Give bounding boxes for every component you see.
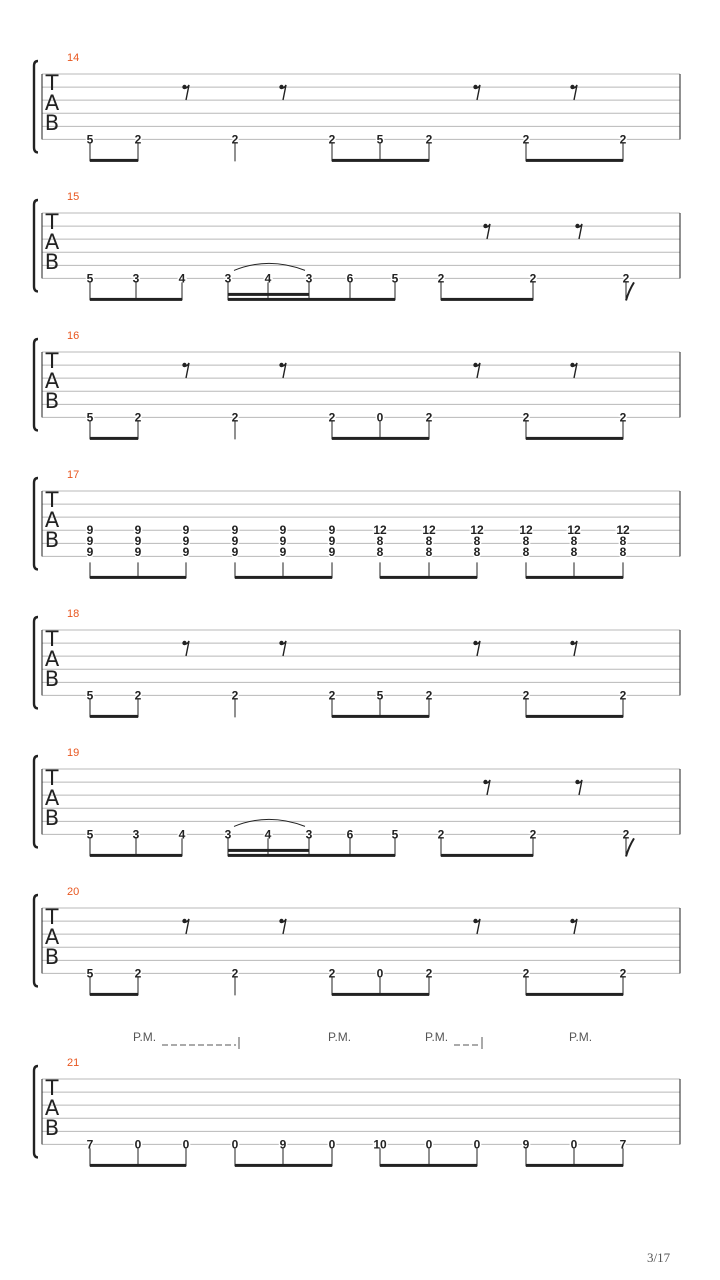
tab-clef-letter: T bbox=[45, 627, 59, 651]
fret-number: 12 bbox=[616, 523, 630, 538]
fret-number: 2 bbox=[522, 132, 530, 147]
tab-clef-letter: B bbox=[44, 250, 60, 274]
beam bbox=[235, 1164, 332, 1167]
fret-number: 2 bbox=[328, 688, 336, 703]
tie-arc bbox=[234, 263, 305, 270]
fret-number: 8 bbox=[522, 545, 530, 560]
tab-clef-letter: B bbox=[44, 667, 60, 691]
fret-number: 0 bbox=[134, 1137, 142, 1152]
fret-number: 5 bbox=[391, 271, 399, 286]
fret-number: 2 bbox=[328, 966, 336, 981]
beam bbox=[526, 437, 623, 440]
fret-number: 0 bbox=[376, 966, 384, 981]
fret-number: 9 bbox=[279, 534, 287, 549]
fret-number: 9 bbox=[328, 523, 336, 538]
fret-number: 9 bbox=[522, 1137, 530, 1152]
fret-number: 9 bbox=[279, 523, 287, 538]
beam-sixteenth bbox=[228, 849, 309, 852]
tab-clef-letter: B bbox=[44, 806, 60, 830]
beam bbox=[526, 1164, 623, 1167]
tab-clef-letter: T bbox=[45, 766, 59, 790]
fret-number: 9 bbox=[134, 523, 142, 538]
beam bbox=[228, 298, 395, 301]
fret-number: 9 bbox=[279, 545, 287, 560]
tab-clef-letter: T bbox=[45, 488, 59, 512]
fret-number: 4 bbox=[178, 271, 186, 286]
fret-number: 8 bbox=[570, 534, 578, 549]
fret-number: 2 bbox=[425, 688, 433, 703]
fret-number: 5 bbox=[86, 827, 94, 842]
fret-number: 2 bbox=[425, 410, 433, 425]
tab-clef-letter: B bbox=[44, 389, 60, 413]
beam bbox=[526, 993, 623, 996]
tab-clef-letter: A bbox=[44, 647, 60, 671]
beam bbox=[90, 576, 186, 579]
tab-clef-letter: A bbox=[44, 925, 60, 949]
tab-clef-letter: A bbox=[44, 786, 60, 810]
fret-number: 2 bbox=[231, 966, 239, 981]
fret-number: 9 bbox=[182, 534, 190, 549]
tab-clef-letter: T bbox=[45, 210, 59, 234]
system-bracket bbox=[34, 756, 38, 847]
fret-number: 2 bbox=[134, 132, 142, 147]
measure-number: 20 bbox=[67, 886, 80, 898]
beam bbox=[90, 715, 138, 718]
palm-mute-label: P.M. bbox=[425, 1030, 449, 1044]
fret-number: 2 bbox=[619, 132, 627, 147]
fret-number: 9 bbox=[86, 545, 94, 560]
tab-system bbox=[34, 191, 680, 301]
tie-arc bbox=[234, 819, 305, 826]
fret-number: 0 bbox=[376, 410, 384, 425]
palm-mute-label: P.M. bbox=[133, 1030, 157, 1044]
fret-number: 3 bbox=[305, 271, 313, 286]
measure-number: 17 bbox=[67, 469, 80, 481]
measure-number: 21 bbox=[67, 1057, 80, 1069]
fret-number: 5 bbox=[86, 688, 94, 703]
beam-sixteenth bbox=[228, 293, 309, 296]
page-number: 3/17 bbox=[647, 1250, 671, 1265]
fret-number: 8 bbox=[522, 534, 530, 549]
fret-number: 2 bbox=[328, 132, 336, 147]
fret-number: 5 bbox=[376, 688, 384, 703]
tab-system bbox=[34, 1030, 680, 1167]
fret-number: 2 bbox=[134, 688, 142, 703]
fret-number: 9 bbox=[86, 523, 94, 538]
fret-number: 5 bbox=[86, 132, 94, 147]
fret-number: 3 bbox=[132, 271, 140, 286]
measure-number: 16 bbox=[67, 330, 80, 342]
fret-number: 9 bbox=[182, 523, 190, 538]
tab-clef-letter: A bbox=[44, 91, 60, 115]
fret-number: 3 bbox=[132, 827, 140, 842]
tab-clef-letter: A bbox=[44, 369, 60, 393]
system-bracket bbox=[34, 895, 38, 986]
fret-number: 4 bbox=[264, 827, 272, 842]
fret-number: 8 bbox=[619, 545, 627, 560]
tab-clef-letter: A bbox=[44, 508, 60, 532]
fret-number: 9 bbox=[328, 534, 336, 549]
beam bbox=[441, 298, 533, 301]
system-bracket bbox=[34, 478, 38, 569]
tab-system bbox=[34, 330, 680, 440]
fret-number: 3 bbox=[305, 827, 313, 842]
fret-number: 5 bbox=[376, 132, 384, 147]
beam bbox=[526, 576, 623, 579]
fret-number: 9 bbox=[86, 534, 94, 549]
beam bbox=[90, 993, 138, 996]
fret-number: 2 bbox=[522, 688, 530, 703]
fret-number: 2 bbox=[622, 827, 630, 842]
tab-system bbox=[34, 747, 680, 857]
fret-number: 2 bbox=[231, 688, 239, 703]
beam bbox=[90, 437, 138, 440]
beam bbox=[90, 298, 182, 301]
beam bbox=[332, 993, 429, 996]
tab-clef-letter: A bbox=[44, 230, 60, 254]
palm-mute-label: P.M. bbox=[569, 1030, 593, 1044]
fret-number: 2 bbox=[522, 966, 530, 981]
system-bracket bbox=[34, 1066, 38, 1157]
fret-number: 8 bbox=[619, 534, 627, 549]
fret-number: 0 bbox=[570, 1137, 578, 1152]
beam bbox=[441, 854, 533, 857]
fret-number: 9 bbox=[328, 545, 336, 560]
beam bbox=[380, 1164, 477, 1167]
tab-clef-letter: T bbox=[45, 905, 59, 929]
fret-number: 8 bbox=[425, 534, 433, 549]
beam bbox=[332, 437, 429, 440]
system-bracket bbox=[34, 617, 38, 708]
beam bbox=[332, 159, 429, 162]
tab-system bbox=[34, 469, 680, 579]
beam bbox=[380, 576, 477, 579]
fret-number: 2 bbox=[231, 132, 239, 147]
tab-clef-letter: T bbox=[45, 1076, 59, 1100]
palm-mute-label: P.M. bbox=[328, 1030, 352, 1044]
beam bbox=[332, 715, 429, 718]
fret-number: 12 bbox=[470, 523, 484, 538]
fret-number: 9 bbox=[231, 534, 239, 549]
measure-number: 14 bbox=[67, 52, 80, 64]
fret-number: 8 bbox=[425, 545, 433, 560]
tab-clef-letter: B bbox=[44, 945, 60, 969]
fret-number: 12 bbox=[422, 523, 436, 538]
fret-number: 2 bbox=[622, 271, 630, 286]
fret-number: 5 bbox=[86, 410, 94, 425]
fret-number: 0 bbox=[425, 1137, 433, 1152]
fret-number: 12 bbox=[519, 523, 533, 538]
fret-number: 12 bbox=[567, 523, 581, 538]
fret-number: 2 bbox=[231, 410, 239, 425]
fret-number: 9 bbox=[231, 523, 239, 538]
fret-number: 6 bbox=[346, 827, 354, 842]
tab-system bbox=[34, 52, 680, 162]
tab-clef-letter: B bbox=[44, 1116, 60, 1140]
tab-system bbox=[34, 886, 680, 996]
tab-system bbox=[34, 608, 680, 718]
fret-number: 2 bbox=[437, 271, 445, 286]
fret-number: 9 bbox=[134, 545, 142, 560]
fret-number: 4 bbox=[264, 271, 272, 286]
fret-number: 2 bbox=[134, 410, 142, 425]
fret-number: 9 bbox=[231, 545, 239, 560]
fret-number: 2 bbox=[619, 410, 627, 425]
tab-clef-letter: B bbox=[44, 111, 60, 135]
beam bbox=[526, 715, 623, 718]
measure-number: 18 bbox=[67, 608, 80, 620]
fret-number: 8 bbox=[376, 545, 384, 560]
fret-number: 8 bbox=[473, 545, 481, 560]
fret-number: 0 bbox=[473, 1137, 481, 1152]
fret-number: 4 bbox=[178, 827, 186, 842]
system-bracket bbox=[34, 200, 38, 291]
system-bracket bbox=[34, 339, 38, 430]
fret-number: 2 bbox=[619, 688, 627, 703]
tab-clef-letter: T bbox=[45, 349, 59, 373]
fret-number: 2 bbox=[134, 966, 142, 981]
fret-number: 3 bbox=[224, 271, 232, 286]
tab-clef-letter: T bbox=[45, 71, 59, 95]
fret-number: 8 bbox=[570, 545, 578, 560]
fret-number: 0 bbox=[182, 1137, 190, 1152]
fret-number: 7 bbox=[619, 1137, 627, 1152]
fret-number: 5 bbox=[86, 271, 94, 286]
fret-number: 8 bbox=[376, 534, 384, 549]
fret-number: 0 bbox=[231, 1137, 239, 1152]
tab-clef-letter: A bbox=[44, 1096, 60, 1120]
measure-number: 15 bbox=[67, 191, 80, 203]
fret-number: 9 bbox=[134, 534, 142, 549]
fret-number: 5 bbox=[391, 827, 399, 842]
beam bbox=[228, 854, 395, 857]
fret-number: 2 bbox=[425, 966, 433, 981]
beam bbox=[526, 159, 623, 162]
fret-number: 5 bbox=[86, 966, 94, 981]
fret-number: 7 bbox=[86, 1137, 94, 1152]
beam bbox=[90, 854, 182, 857]
fret-number: 2 bbox=[425, 132, 433, 147]
fret-number: 2 bbox=[522, 410, 530, 425]
fret-number: 9 bbox=[279, 1137, 287, 1152]
fret-number: 2 bbox=[328, 410, 336, 425]
fret-number: 12 bbox=[373, 523, 387, 538]
fret-number: 10 bbox=[373, 1137, 387, 1152]
beam bbox=[90, 159, 138, 162]
system-bracket bbox=[34, 61, 38, 152]
fret-number: 0 bbox=[328, 1137, 336, 1152]
fret-number: 6 bbox=[346, 271, 354, 286]
fret-number: 8 bbox=[473, 534, 481, 549]
fret-number: 2 bbox=[437, 827, 445, 842]
fret-number: 2 bbox=[529, 827, 537, 842]
tab-clef-letter: B bbox=[44, 528, 60, 552]
fret-number: 2 bbox=[619, 966, 627, 981]
fret-number: 3 bbox=[224, 827, 232, 842]
fret-number: 9 bbox=[182, 545, 190, 560]
beam bbox=[90, 1164, 186, 1167]
measure-number: 19 bbox=[67, 747, 80, 759]
beam bbox=[235, 576, 332, 579]
fret-number: 2 bbox=[529, 271, 537, 286]
